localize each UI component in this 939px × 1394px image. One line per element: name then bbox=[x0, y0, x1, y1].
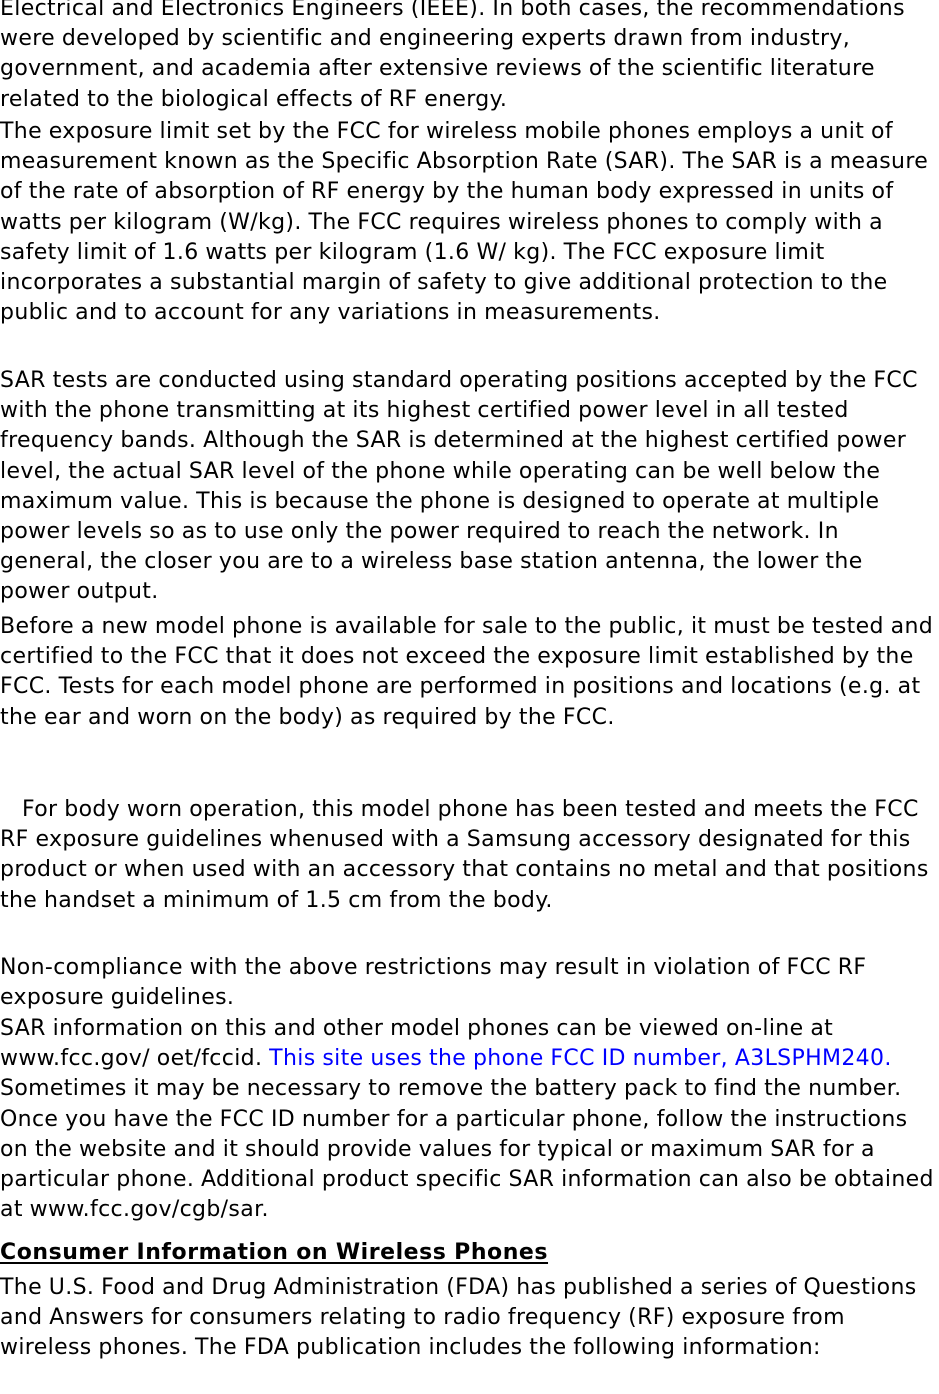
paragraph-ieee-recommendations: Electrical and Electronics Engineers (IEEE). In both cases, the recommendations were developed by scientific and engineering experts drawn from industry, government, and academia after extensive reviews of the scientific literature related to the biological effects of RF energy. bbox=[0, 0, 905, 112]
paragraph-fda-intro: The U.S. Food and Drug Administration (FDA) has published a series of Questions and Answers for consumers relating to radio frequency (RF) exposure from wireless phones. The FDA publication includes the following information: bbox=[0, 1275, 917, 1361]
paragraph-sar-information bbox=[0, 1014, 939, 1225]
fcc-id-highlight-text: This site uses the phone FCC ID number, A3LSPHM240. bbox=[269, 1046, 892, 1072]
paragraph-non-compliance: Non-compliance with the above restrictions may result in violation of FCC RF exposure guidelines. bbox=[0, 955, 867, 1011]
sar-info-text-end: Sometimes it may be necessary to remove the battery pack to find the number. Once you have the FCC ID number for a particular phone, follow the instructions on the website and it should provide values for typical or maximum SAR for a particular phone. Additional product specific SAR information can also be obtained at www.fcc.gov/cgb/sar. bbox=[0, 1076, 934, 1223]
section-heading-consumer-information: Consumer Information on Wireless Phones bbox=[0, 1240, 549, 1265]
paragraph-body-worn-operation: For body worn operation, this model phone has been tested and meets the FCC RF exposure guidelines whenused with a Samsung accessory designated for this product or when used with an accessory that contains no metal and that positions the handset a minimum of 1.5 cm from the body. bbox=[0, 797, 929, 913]
paragraph-certification: Before a new model phone is available for sale to the public, it must be tested and certified to the FCC that it does not exceed the exposure limit established by the FCC. Tests for each model phone are performed in positions and locations (e.g. at the ear and worn on the body) as required by the FCC. bbox=[0, 614, 934, 730]
paragraph-sar-definition: The exposure limit set by the FCC for wireless mobile phones employs a unit of measurement known as the Specific Absorption Rate (SAR). The SAR is a measure of the rate of absorption of RF energy by the human body expressed in units of watts per kilogram (W/kg). The FCC requires wireless phones to comply with a safety limit of 1.6 watts per kilogram (1.6 W/ kg). The FCC exposure limit incorporates a substantial margin of safety to give additional protection to the public and to account for any variations in measurements. bbox=[0, 119, 929, 326]
paragraph-sar-tests: SAR tests are conducted using standard operating positions accepted by the FCC with the phone transmitting at its highest certified power level in all tested frequency bands. Although the SAR is determined at the highest certified power level, the actual SAR level of the phone while operating can be well below the maximum value. This is because the phone is designed to operate at multiple power levels so as to use only the power required to reach the network. In general, the closer you are to a wireless base station antenna, the lower the power output. bbox=[0, 368, 918, 605]
sar-info-text-start: SAR information on this and other model phones can be viewed on-line at www.fcc.gov/ oet/fccid. bbox=[0, 1016, 834, 1072]
